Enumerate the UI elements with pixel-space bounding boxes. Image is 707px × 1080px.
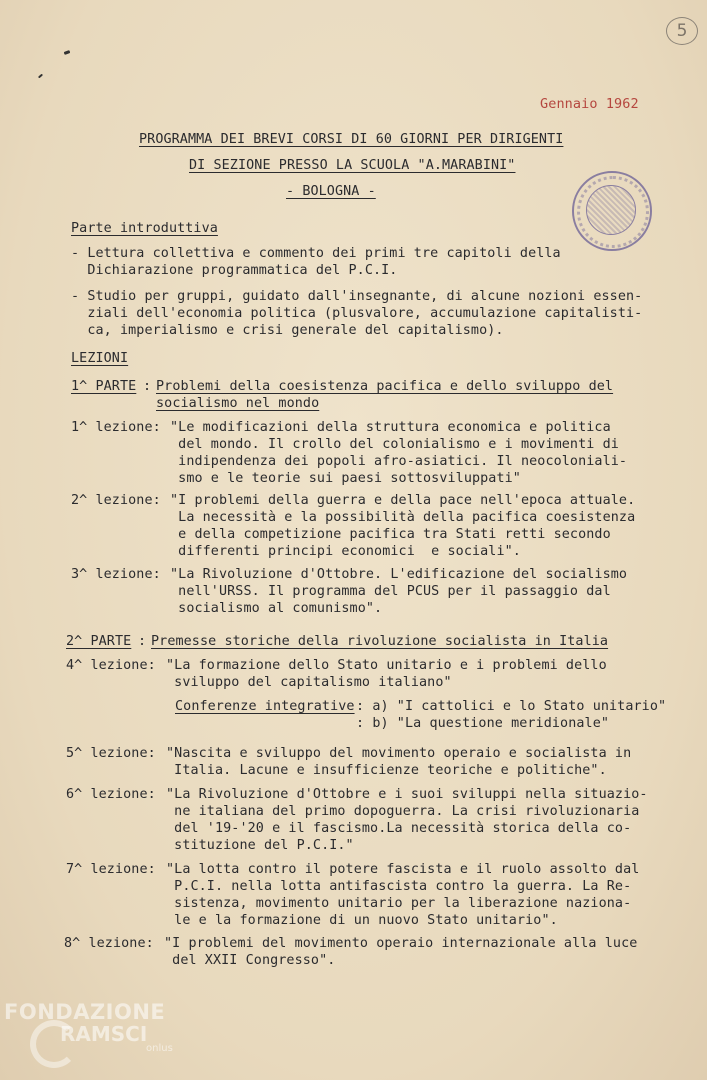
part-2-colon: : — [138, 634, 147, 649]
title-line-1: PROGRAMMA DEI BREVI CORSI DI 60 GIORNI PER DIRIGENTI — [139, 132, 564, 147]
lesson-4-line: sviluppo del capitalismo italiano" — [166, 675, 452, 690]
lesson-6-line: "La Rivoluzione d'Ottobre e i suoi sviluppi nella situazio- — [166, 787, 648, 802]
part-1-title-line-1: Problemi della coesistenza pacifica e dello sviluppo del — [156, 379, 614, 394]
lesson-1-line: "Le modificazioni della struttura economica e politica — [170, 420, 611, 435]
page-number: 5 — [666, 17, 698, 45]
lesson-2-line: "I problemi della guerra e della pace nell'epoca attuale. — [170, 493, 636, 508]
lesson-8-line: "I problemi del movimento operaio internazionale alla luce — [164, 936, 638, 951]
lezioni-heading: LEZIONI — [71, 351, 129, 366]
lesson-7-line: le e la formazione di un nuovo Stato unitario". — [166, 913, 558, 928]
conferenze-item-b: : b) "La questione meridionale" — [356, 716, 610, 731]
conferenze-item-a: : a) "I cattolici e lo Stato unitario" — [356, 699, 667, 714]
lesson-6-line: del '19-'20 e il fascismo.La necessità storica della co- — [166, 821, 632, 836]
document-date: Gennaio 1962 — [540, 96, 639, 112]
intro-item-2-line: ziali dell'economia politica (plusvalore, accumulazione capitalisti- — [71, 306, 643, 321]
lesson-3-line: "La Rivoluzione d'Ottobre. L'edificazione del socialismo — [170, 567, 628, 582]
lesson-7-line: sistenza, movimento unitario per la liberazione naziona- — [166, 896, 632, 911]
ink-mark — [38, 74, 43, 79]
school-stamp — [572, 171, 652, 251]
lesson-7-line: P.C.I. nella lotta antifascista contro la guerra. La Re- — [166, 879, 632, 894]
lesson-1-line: indipendenza dei popoli afro-asiatici. Il neocoloniali- — [170, 454, 628, 469]
lesson-6-line: ne italiana del primo dopoguerra. La crisi rivoluzionaria — [166, 804, 640, 819]
lesson-5-line: "Nascita e sviluppo del movimento operaio e socialista in — [166, 746, 632, 761]
lesson-8-label: 8^ lezione: — [64, 936, 154, 951]
ink-mark — [64, 50, 71, 55]
lesson-1-label: 1^ lezione: — [71, 420, 161, 435]
intro-item-2-line: ca, imperialismo e crisi generale del capitalismo). — [71, 323, 504, 338]
lesson-2-line: La necessità e la possibilità della pacifica coesistenza — [170, 510, 636, 525]
intro-item-1-line: Dichiarazione programmatica del P.C.I. — [71, 263, 398, 278]
conferenze-label: Conferenze integrative — [175, 699, 355, 714]
watermark-onlus: onlus — [146, 1043, 173, 1054]
intro-heading: Parte introduttiva — [71, 221, 218, 236]
lesson-6-line: stituzione del P.C.I." — [166, 838, 354, 853]
lesson-2-line: e della competizione pacifica tra Stati retti secondo — [170, 527, 611, 542]
lesson-1-line: del mondo. Il crollo del colonialismo e i movimenti di — [170, 437, 619, 452]
lesson-3-label: 3^ lezione: — [71, 567, 161, 582]
part-2-label: 2^ PARTE — [66, 634, 132, 649]
lesson-5-label: 5^ lezione: — [66, 746, 156, 761]
watermark-line-1: FONDAZIONE — [4, 1000, 166, 1024]
part-2-title: Premesse storiche della rivoluzione socialista in Italia — [151, 634, 609, 649]
lesson-2-label: 2^ lezione: — [71, 493, 161, 508]
lesson-7-label: 7^ lezione: — [66, 862, 156, 877]
lesson-1-line: smo e le teorie sui paesi sottosviluppati" — [170, 471, 521, 486]
title-line-2: DI SEZIONE PRESSO LA SCUOLA "A.MARABINI" — [189, 158, 516, 173]
stamp-emblem — [586, 185, 636, 235]
lesson-7-line: "La lotta contro il potere fascista e il ruolo assolto dal — [166, 862, 640, 877]
lesson-4-label: 4^ lezione: — [66, 658, 156, 673]
intro-item-1-line: - Lettura collettiva e commento dei primi tre capitoli della — [71, 246, 561, 261]
title-line-3: - BOLOGNA - — [286, 184, 376, 199]
watermark-line-2: RAMSCI — [60, 1022, 148, 1046]
part-1-colon: : — [143, 379, 152, 394]
lesson-6-label: 6^ lezione: — [66, 787, 156, 802]
lesson-8-line: del XXII Congresso". — [164, 953, 336, 968]
intro-item-2-line: - Studio per gruppi, guidato dall'insegnante, di alcune nozioni essen- — [71, 289, 643, 304]
lesson-4-line: "La formazione dello Stato unitario e i problemi dello — [166, 658, 607, 673]
lesson-2-line: differenti principi economici e sociali". — [170, 544, 521, 559]
lesson-3-line: nell'URSS. Il programma del PCUS per il passaggio dal — [170, 584, 611, 599]
lesson-5-line: Italia. Lacune e insufficienze teoriche e politiche". — [166, 763, 607, 778]
lesson-3-line: socialismo al comunismo". — [170, 601, 383, 616]
part-1-label: 1^ PARTE — [71, 379, 137, 394]
part-1-title-line-2: socialismo nel mondo — [156, 396, 320, 411]
